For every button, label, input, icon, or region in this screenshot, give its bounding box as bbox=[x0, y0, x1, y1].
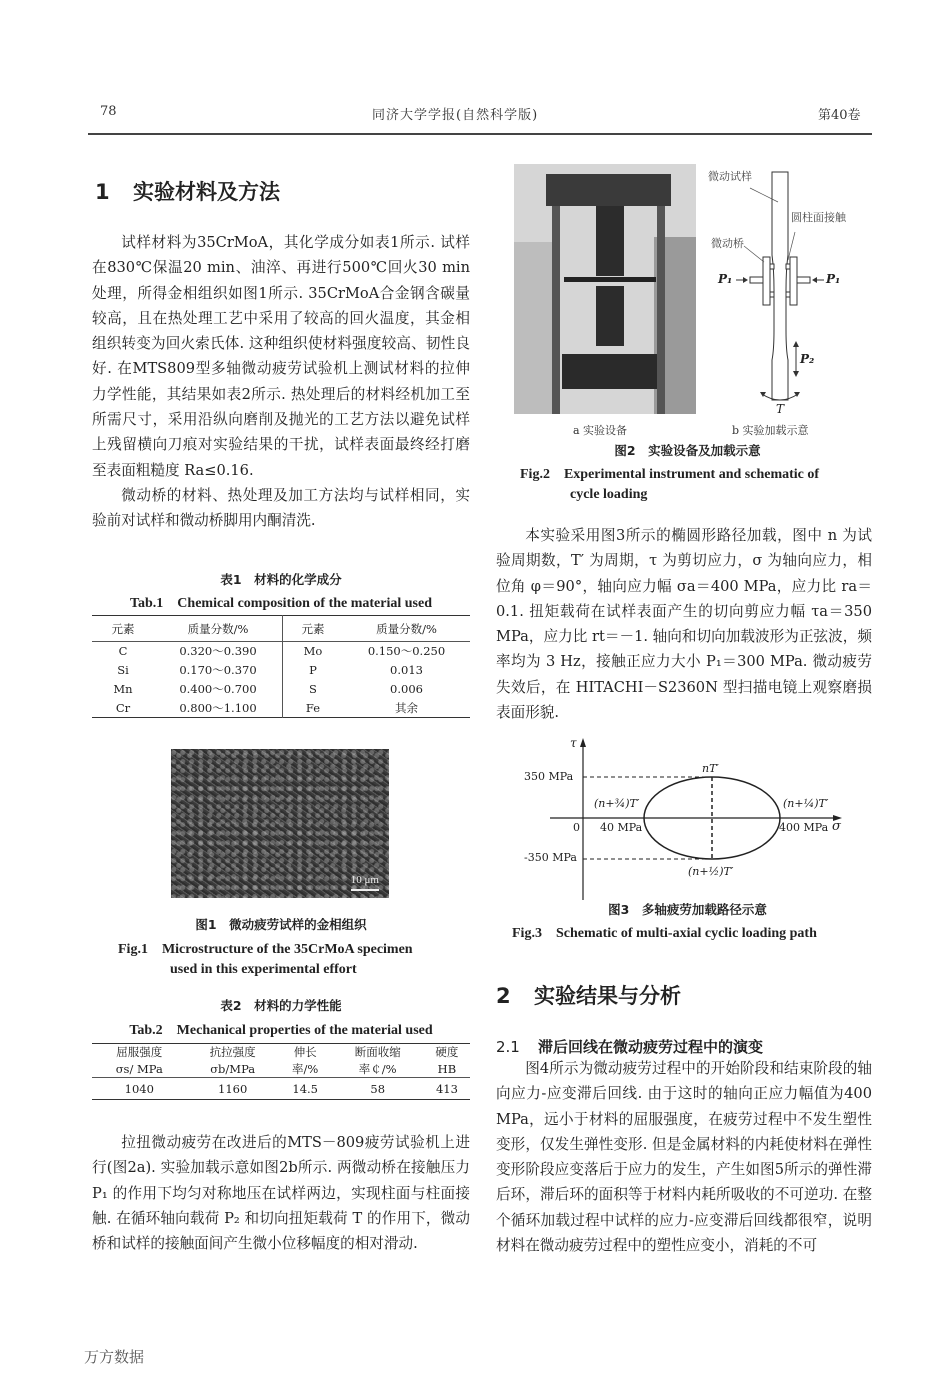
origin-label: 0 bbox=[573, 821, 580, 834]
loading-schematic bbox=[700, 160, 875, 420]
section-number: 1 bbox=[95, 180, 110, 204]
table-header: 断面收缩 bbox=[354, 1045, 401, 1060]
section-number: 2 bbox=[496, 984, 511, 1008]
table-cell: P bbox=[309, 663, 317, 677]
table-header: 硬度 bbox=[435, 1045, 459, 1060]
table-cell: Mo bbox=[303, 644, 323, 659]
photo-column bbox=[552, 206, 560, 414]
table-1-caption-cn: 表1 材料的化学成分 bbox=[220, 572, 342, 587]
label-p1-left: P₁ bbox=[718, 272, 733, 286]
journal-title: 同济大学学报(自然科学版) bbox=[372, 108, 539, 123]
watermark: 万方数据 bbox=[84, 1348, 145, 1366]
figure-3-caption-cn: 图3 多轴疲劳加载路径示意 bbox=[608, 902, 767, 917]
table-header: HB bbox=[437, 1061, 457, 1076]
table-header: 率/% bbox=[292, 1061, 319, 1076]
section-title: 实验结果与分析 bbox=[534, 984, 681, 1008]
scale-bar bbox=[351, 889, 379, 891]
table-1 bbox=[92, 615, 470, 718]
microstructure-image bbox=[171, 749, 389, 898]
section-2-heading bbox=[496, 980, 681, 1010]
label-specimen: 微动试样 bbox=[708, 170, 752, 183]
table-2 bbox=[92, 1043, 470, 1100]
figure-3-caption-en: Fig.3 Schematic of multi-axial cyclic loading path bbox=[512, 926, 817, 941]
table-cell: 0.400～0.700 bbox=[154, 680, 283, 699]
section-title: 实验材料及方法 bbox=[133, 180, 280, 204]
subsection-number: 2.1 bbox=[496, 1038, 520, 1056]
subsection-2-1-heading bbox=[496, 1036, 763, 1057]
section-1-body-continued bbox=[92, 1130, 470, 1256]
table-cell: 0.800～1.100 bbox=[154, 699, 283, 718]
paragraph: 图4所示为微动疲劳过程中的开始阶段和结束阶段的轴向应力-应变滞后回线. 由于这时的轴向正应力幅值为400 MPa，远小于材料的屈服强度，在疲劳过程中不发生塑性变形，仅发生弹性变形. 但是金属材料的内耗使材料在弹性变形阶段应变落后于应力的发生，产生如图5所示的弹性滞后环，滞后环的面积等于材料内耗所吸收的不可逆功. 在整个循环加载过程中试样的应力-应变滞后回线都很窄，说明材料在微动疲劳过程中的塑性应变小，消耗的不可 bbox=[496, 1060, 872, 1255]
figure-1-caption-en-line2: used in this experimental effort bbox=[170, 962, 357, 977]
photo-base bbox=[562, 354, 657, 389]
test-machine-photo bbox=[514, 164, 696, 414]
table-cell: 0.013 bbox=[390, 663, 423, 677]
x-axis-label: σ bbox=[832, 819, 841, 834]
figure-2-caption-en-line2: cycle loading bbox=[570, 487, 648, 502]
label-cylinder-contact: 圆柱面接触 bbox=[791, 211, 846, 224]
header-rule bbox=[88, 133, 872, 135]
figure-2b-label: b 实验加载示意 bbox=[732, 424, 809, 437]
y-tick-top: 350 MPa bbox=[524, 770, 574, 783]
label-p1-right: P₁ bbox=[826, 272, 841, 286]
table-header: 质量分数/% bbox=[154, 616, 283, 642]
label-fretting-bridge: 微动桥 bbox=[711, 237, 744, 250]
photo-grip bbox=[596, 286, 624, 346]
table-cell: Mn bbox=[113, 682, 133, 696]
table-2-caption-en: Tab.2 Mechanical properties of the material used bbox=[129, 1023, 433, 1038]
table-cell: 0.170～0.370 bbox=[154, 661, 283, 680]
table-cell: 其余 bbox=[395, 700, 418, 715]
figure-1-caption-en-line1: Fig.1 Microstructure of the 35CrMoA specimen bbox=[118, 942, 413, 957]
figure-2-caption-cn: 图2 实验设备及加载示意 bbox=[614, 443, 761, 458]
table-header: 质量分数/% bbox=[376, 621, 437, 636]
paragraph: 本实验采用图3所示的椭圆形路径加载，图中 n 为试验周期数，T′ 为周期，τ 为剪切应力，σ 为轴向应力，相位角 φ＝90°，轴向应力幅 σa＝400 MPa，应力比 ra＝0.1. 扭矩载荷在试样表面产生的切向剪应力幅 τa＝350 MPa，应力比 rt＝－1. 轴向和切向加载波形为正弦波，频率均为 3 Hz，接触正应力大小 P₁＝300 MPa. 微动疲劳失效后，在 HITACHI－S2360N 型扫描电镜上观察磨损表面形貌. bbox=[496, 527, 872, 722]
table-cell: 1040 bbox=[124, 1081, 154, 1096]
table-cell: 0.006 bbox=[390, 682, 423, 696]
table-cell: Si bbox=[117, 663, 129, 677]
table-header: 率￠/% bbox=[358, 1061, 397, 1076]
table-row bbox=[92, 642, 470, 661]
table-header: 伸长 bbox=[293, 1045, 317, 1060]
point-bottom-label: (n+½)T′ bbox=[688, 865, 734, 878]
figure-2a-label: a 实验设备 bbox=[573, 424, 628, 437]
point-left-label: (n+¾)T′ bbox=[594, 797, 640, 810]
table-cell: 58 bbox=[370, 1081, 386, 1096]
paragraph: 拉扭微动疲劳在改进后的MTS－809疲劳试验机上进行(图2a). 实验加载示意如图2b所示. 两微动桥在接触压力 P₁ 的作用下均匀对称地压在试样两边，实现柱面与柱面接触. 在循环轴向载荷 P₂ 和切向扭矩载荷 T 的作用下，微动桥和试样的接触面间产生微小位移幅度的相对滑动. bbox=[92, 1134, 470, 1253]
table-cell: Cr bbox=[115, 700, 131, 715]
y-axis-label: τ bbox=[570, 736, 577, 750]
loading-description bbox=[496, 523, 872, 725]
photo-actuator bbox=[596, 206, 624, 276]
label-p2: P₂ bbox=[800, 352, 815, 366]
table-cell: 0.320～0.390 bbox=[154, 642, 283, 661]
point-top-label: nT′ bbox=[702, 762, 719, 775]
section-1-heading bbox=[95, 176, 280, 206]
label-torque: T bbox=[776, 402, 785, 416]
page-number: 78 bbox=[100, 104, 117, 119]
figure-1-caption-cn: 图1 微动疲劳试样的金相组织 bbox=[195, 917, 367, 932]
section-1-body bbox=[92, 230, 470, 534]
volume-label: 第40卷 bbox=[818, 108, 861, 123]
subsection-title: 滞后回线在微动疲劳过程中的演变 bbox=[538, 1038, 764, 1056]
y-tick-bottom: -350 MPa bbox=[524, 851, 577, 864]
table-header: 元素 bbox=[111, 621, 135, 636]
x-tick-left: 40 MPa bbox=[600, 821, 643, 834]
table-header: σs/ MPa bbox=[115, 1061, 163, 1076]
table-header: 抗拉强度 bbox=[209, 1045, 256, 1060]
table-header: 元素 bbox=[301, 621, 325, 636]
table-row bbox=[92, 680, 470, 699]
table-row bbox=[92, 1078, 470, 1100]
table-2-caption-cn: 表2 材料的力学性能 bbox=[220, 998, 342, 1013]
section-2-body bbox=[496, 1056, 872, 1258]
table-row bbox=[92, 661, 470, 680]
loading-path-chart bbox=[520, 735, 860, 905]
table-header: σb/MPa bbox=[210, 1061, 256, 1076]
paragraph: 试样材料为35CrMoA，其化学成分如表1所示. 试样在830℃保温20 min、油淬、再进行500℃回火30 min处理，所得金相组织如图1所示. 35CrMoA合金钢含碳量较高，且在热处理工艺中采用了较高的回火温度，其金相组织转变为回火索氏体. 这种组织使材料强度较高、韧性良好. 在MTS809型多轴微动疲劳试验机上测试材料的拉伸力学性能，其结果如表2所示. 热处理后的材料经机加工至所需尺寸，采用沿纵向磨削及抛光的工艺方法以避免试样上残留横向刀痕对实验结果的干扰，试样表面最终经打磨至表面粗糙度 Ra≤0.16. bbox=[92, 234, 470, 479]
point-right-label: (n+¼)T′ bbox=[783, 797, 829, 810]
photo-crosshead bbox=[546, 174, 671, 206]
table-cell: S bbox=[309, 682, 317, 696]
photo-column bbox=[657, 206, 665, 414]
table-row bbox=[92, 699, 470, 718]
table-cell: 1160 bbox=[218, 1081, 248, 1096]
table-1-caption-en: Tab.1 Chemical composition of the material used bbox=[129, 596, 433, 611]
figure-2-caption-en-line1: Fig.2 Experimental instrument and schematic of bbox=[520, 467, 820, 482]
photo-beam bbox=[564, 277, 656, 282]
table-cell: Fe bbox=[305, 700, 321, 715]
table-cell: 0.150～0.250 bbox=[367, 644, 446, 659]
table-cell: 14.5 bbox=[292, 1081, 318, 1096]
paragraph: 微动桥的材料、热处理及加工方法均与试样相同，实验前对试样和微动桥脚用内酮清洗. bbox=[92, 486, 470, 530]
table-cell: 413 bbox=[435, 1081, 458, 1096]
x-tick-right: 400 MPa bbox=[779, 821, 829, 834]
table-cell: C bbox=[118, 644, 128, 659]
scale-bar-label: 10 μm bbox=[350, 874, 379, 886]
table-header: 屈服强度 bbox=[116, 1045, 163, 1060]
